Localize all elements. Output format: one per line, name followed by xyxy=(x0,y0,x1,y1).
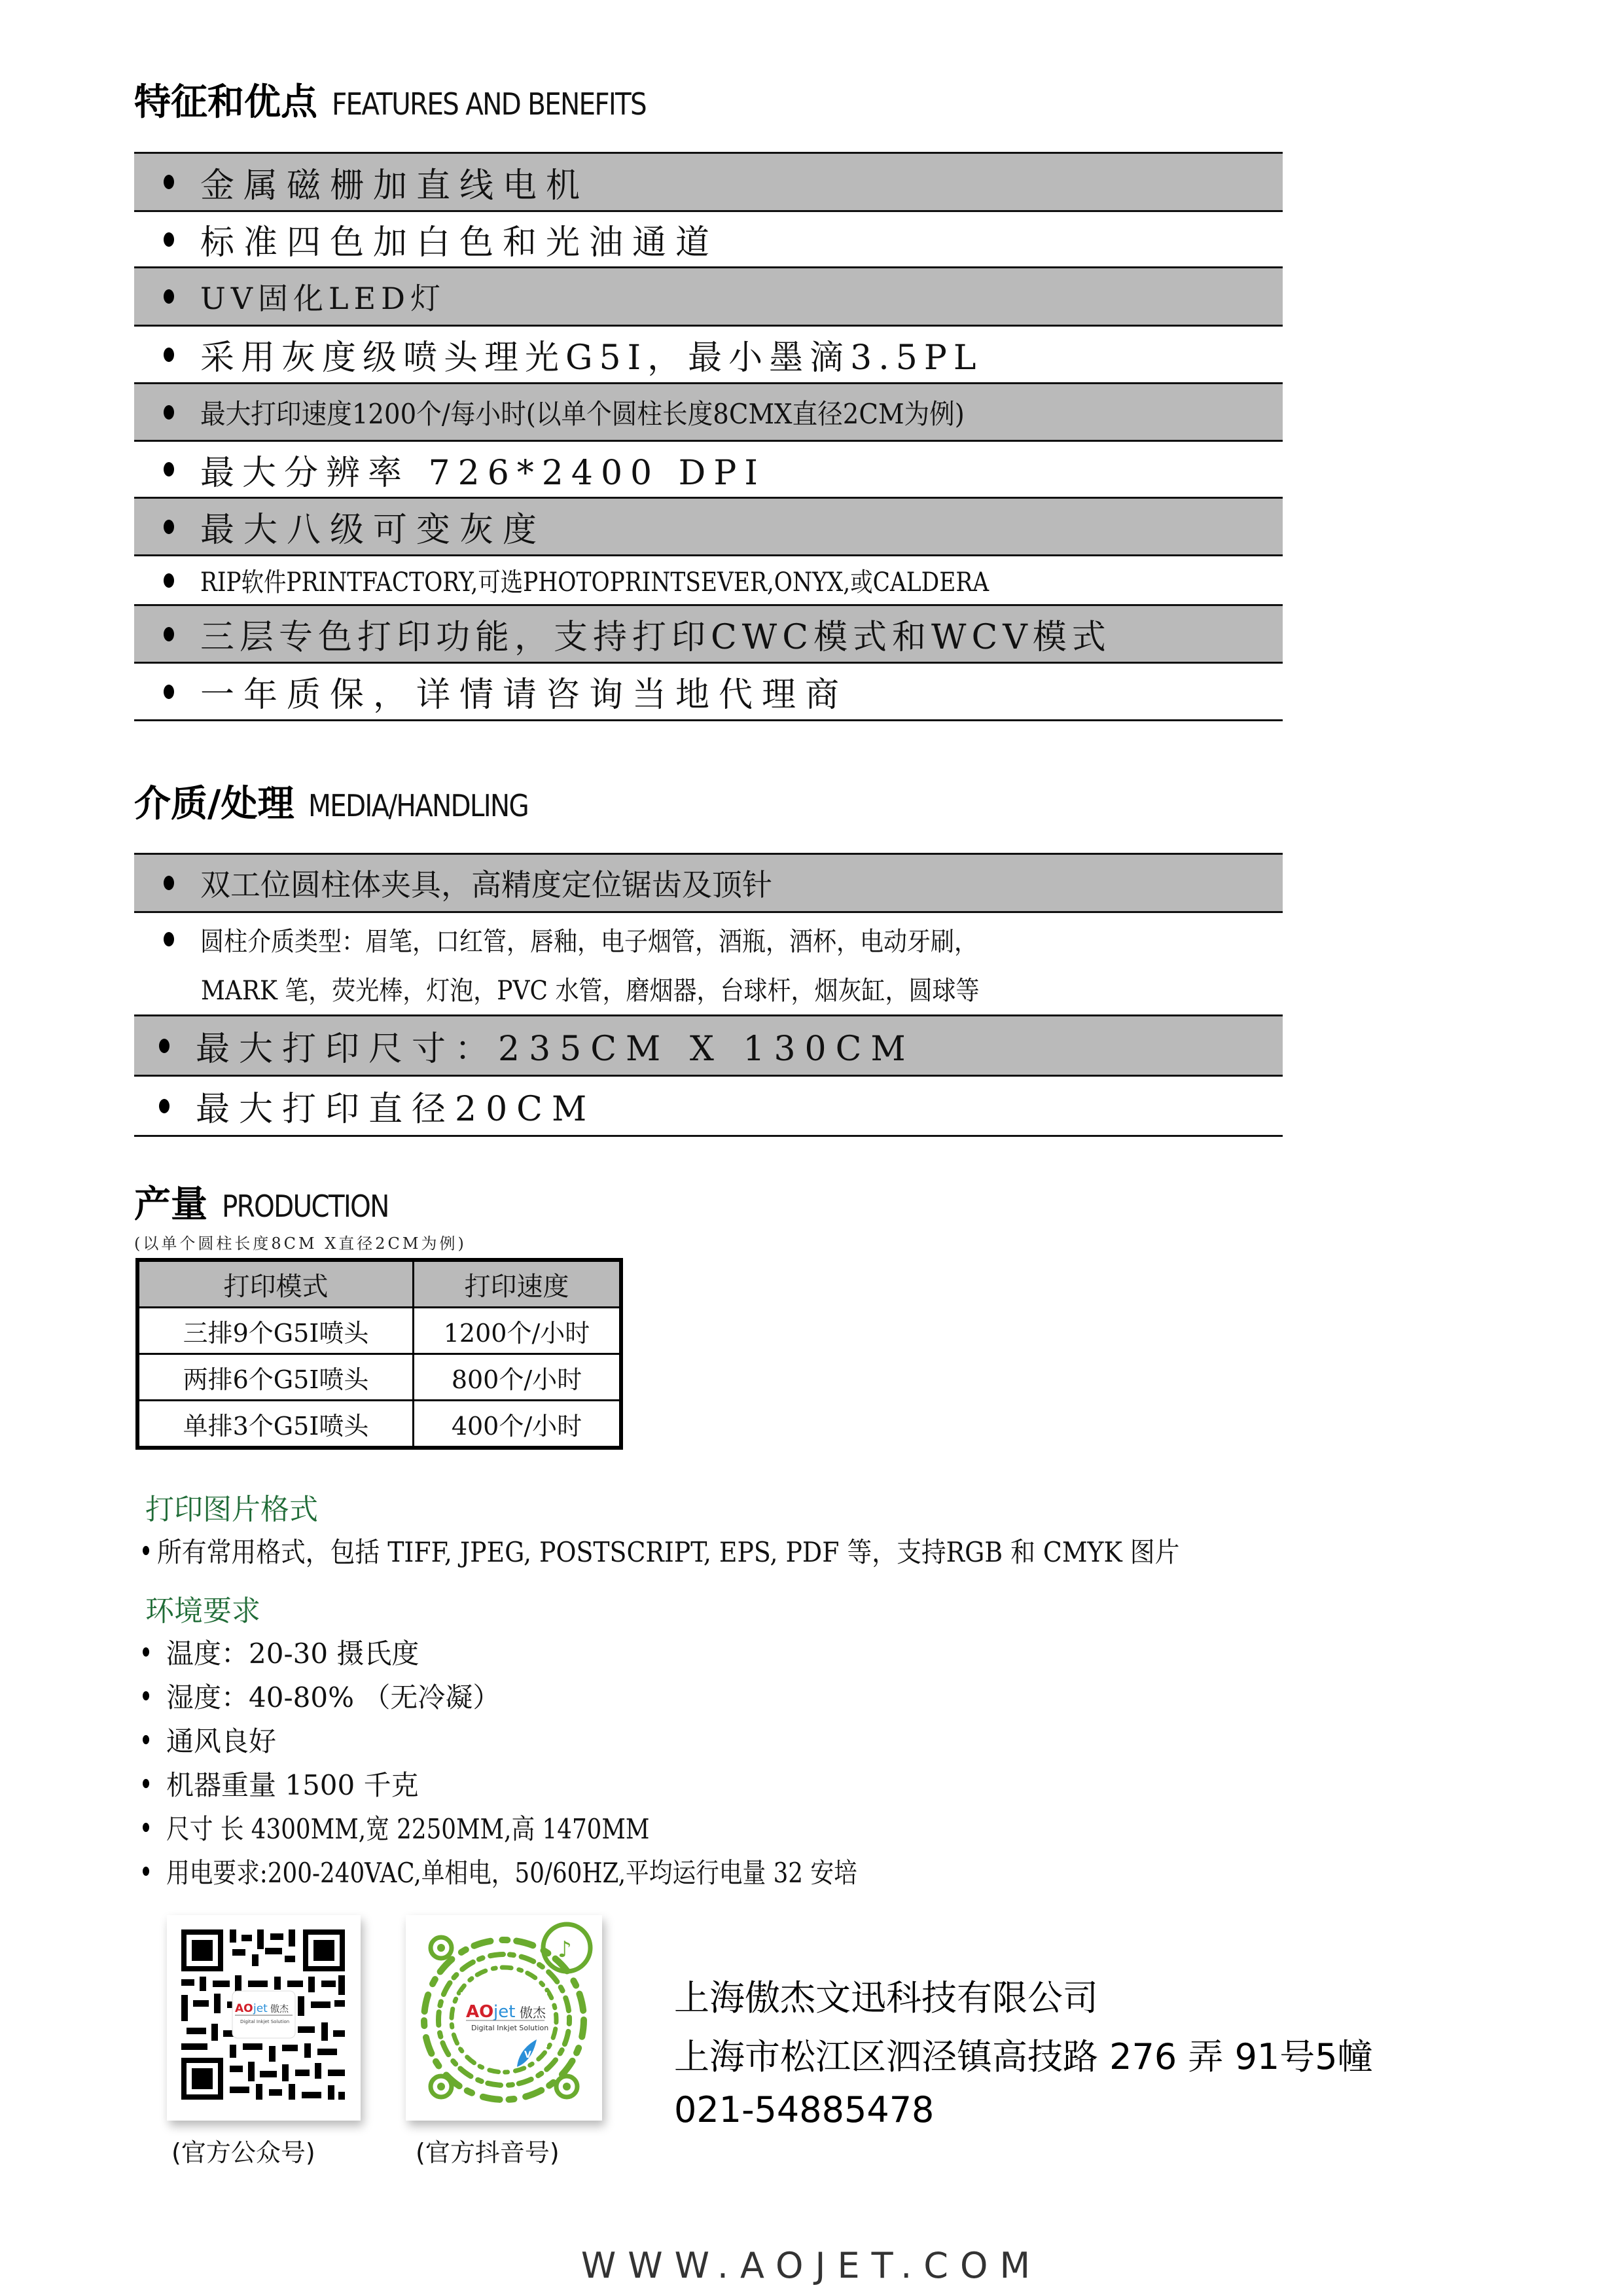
feature-text: UV固化LED灯 xyxy=(200,281,446,316)
bullet-icon xyxy=(143,1867,149,1876)
table-header-row xyxy=(137,1260,621,1308)
feature-text: 最大打印速度1200个/每小时(以单个圆柱长度8CMX直径2CM为例) xyxy=(200,397,965,430)
media-row xyxy=(134,913,1283,1016)
website-url[interactable]: WWW.AOJET.COM xyxy=(580,2245,1043,2286)
bullet-icon xyxy=(143,1735,149,1744)
table-row xyxy=(137,1308,621,1354)
media-text: 圆柱介质类型：眉笔，口红管，唇釉，电子烟管，酒瓶，酒杯，电动牙刷， xyxy=(200,926,978,957)
media-text: MARK 笔，荧光棒，灯泡，PVC 水管，磨烟器，台球杆，烟灰缸，圆球等 xyxy=(201,975,980,1006)
feature-row xyxy=(134,442,1283,499)
bullet-icon xyxy=(164,573,174,588)
table-cell-mode: 两排6个G5I喷头 xyxy=(137,1354,414,1401)
environment-text: 尺寸 长 4300MM,宽 2250MM,高 1470MM xyxy=(166,1812,650,1845)
list-item xyxy=(143,1717,979,1761)
list-item xyxy=(143,1761,979,1805)
wechat-qr-code xyxy=(167,1915,361,2121)
environment-text: 通风良好 xyxy=(166,1725,277,1757)
media-list xyxy=(134,853,1283,1137)
list-item xyxy=(143,1528,1293,1572)
bullet-icon xyxy=(143,1546,149,1555)
bullet-icon xyxy=(164,405,174,420)
features-section-title xyxy=(134,73,688,126)
svg-text:Digital Inkjet Solution: Digital Inkjet Solution xyxy=(471,2024,549,2032)
bullet-icon xyxy=(159,1039,169,1053)
media-title-zh: 介质/处理 xyxy=(134,783,294,825)
feature-row xyxy=(134,152,1283,212)
company-phone: 021-54885478 xyxy=(674,2089,935,2130)
list-item xyxy=(143,1630,979,1674)
environment-text: 温度：20-30 摄氏度 xyxy=(166,1637,419,1670)
bullet-icon xyxy=(164,627,174,641)
table-cell-speed: 400个/小时 xyxy=(414,1401,622,1448)
feature-row xyxy=(134,606,1283,664)
svg-text:♪: ♪ xyxy=(558,1937,572,1963)
features-list xyxy=(134,152,1283,721)
table-row xyxy=(137,1354,621,1401)
bullet-icon xyxy=(164,520,174,534)
production-table xyxy=(135,1258,623,1450)
environment-text: 机器重量 1500 千克 xyxy=(166,1768,419,1801)
svg-text:Digital Inkjet Solution: Digital Inkjet Solution xyxy=(240,2019,290,2024)
bullet-icon xyxy=(164,876,174,890)
table-cell-mode: 单排3个G5I喷头 xyxy=(137,1401,414,1448)
qr-code-icon xyxy=(167,1915,361,2121)
production-section-title xyxy=(134,1175,411,1228)
feature-text: 三层专色打印功能，支持打印CWC模式和WCV模式 xyxy=(200,618,1111,657)
environment-list xyxy=(143,1630,979,1893)
feature-row xyxy=(134,212,1283,268)
feature-text: 最大八级可变灰度 xyxy=(200,511,546,550)
company-address: 上海市松江区泗泾镇高技路 276 弄 91号5幢 xyxy=(674,2036,1373,2077)
environment-text: 湿度：40-80% （无冷凝） xyxy=(166,1681,501,1713)
column-header: 打印模式 xyxy=(137,1260,414,1308)
formats-text: 所有常用格式，包括 TIFF, JPEG, POSTSCRIPT, EPS, PDF 等，支持RGB 和 CMYK 图片 xyxy=(157,1535,1180,1568)
feature-text: 标准四色加白色和光油通道 xyxy=(200,223,719,262)
media-section-title xyxy=(134,775,558,827)
douyin-qr-label: (官方抖音号) xyxy=(416,2138,560,2167)
bullet-icon xyxy=(143,1647,149,1657)
feature-row xyxy=(134,664,1283,721)
media-text: 最大打印直径20CM xyxy=(196,1090,596,1129)
production-title-zh: 产量 xyxy=(134,1183,207,1226)
svg-text:AO: AO xyxy=(466,2002,494,2022)
bullet-icon xyxy=(164,932,174,946)
feature-row xyxy=(134,327,1283,384)
feature-text: 最大分辨率 726*2400 DPI xyxy=(200,453,766,493)
table-cell-speed: 1200个/小时 xyxy=(414,1308,622,1354)
svg-text:傲杰: 傲杰 xyxy=(270,2004,289,2015)
features-title-zh: 特征和优点 xyxy=(134,81,317,124)
media-text: 最大打印尺寸：235CM X 130CM xyxy=(196,1030,915,1069)
production-note: (以单个圆柱长度8CM X直径2CM为例) xyxy=(134,1234,467,1253)
column-header: 打印速度 xyxy=(414,1260,622,1308)
feature-row xyxy=(134,556,1283,606)
list-item xyxy=(143,1674,979,1717)
environment-heading: 环境要求 xyxy=(145,1594,260,1628)
bullet-icon xyxy=(164,462,174,476)
bullet-icon xyxy=(143,1779,149,1788)
media-line xyxy=(134,921,1064,958)
formats-list xyxy=(143,1528,1293,1572)
svg-text:V: V xyxy=(524,2050,531,2060)
douyin-code-icon xyxy=(406,1915,602,2121)
media-line xyxy=(201,970,1066,1007)
svg-text:jet: jet xyxy=(493,2002,516,2022)
table-cell-mode: 三排9个G5I喷头 xyxy=(137,1308,414,1354)
bullet-icon xyxy=(143,1691,149,1700)
bullet-icon xyxy=(164,685,174,699)
douyin-qr-code xyxy=(406,1915,602,2121)
media-title-en: MEDIA/HANDLING xyxy=(308,788,529,823)
formats-heading: 打印图片格式 xyxy=(145,1493,318,1526)
feature-text: RIP软件PRINTFACTORY,可选PHOTOPRINTSEVER,ONYX,或CALDERA xyxy=(200,567,990,598)
media-text: 双工位圆柱体夹具，高精度定位锯齿及顶针 xyxy=(200,867,772,903)
bullet-icon xyxy=(159,1099,169,1113)
features-title-en: FEATURES AND BENEFITS xyxy=(332,86,646,122)
svg-text:傲杰: 傲杰 xyxy=(520,2005,546,2020)
feature-row xyxy=(134,499,1283,556)
media-row xyxy=(134,1016,1283,1077)
media-row xyxy=(134,853,1283,913)
list-item xyxy=(143,1805,979,1849)
media-row xyxy=(134,1077,1283,1137)
company-name: 上海傲杰文迅科技有限公司 xyxy=(674,1977,1098,2018)
feature-text: 一年质保，详情请咨询当地代理商 xyxy=(200,675,849,715)
feature-row xyxy=(134,384,1283,442)
feature-text: 金属磁栅加直线电机 xyxy=(200,166,590,206)
table-cell-speed: 800个/小时 xyxy=(414,1354,622,1401)
svg-text:AO: AO xyxy=(235,2002,253,2015)
production-title-en: PRODUCTION xyxy=(222,1189,389,1224)
bullet-icon xyxy=(164,348,174,362)
bullet-icon xyxy=(164,232,174,247)
wechat-qr-label: (官方公众号) xyxy=(171,2138,315,2167)
svg-text:jet: jet xyxy=(253,2002,268,2015)
environment-text: 用电要求:200-240VAC,单相电，50/60HZ,平均运行电量 32 安培 xyxy=(166,1856,857,1889)
bullet-icon xyxy=(164,289,174,304)
feature-text: 采用灰度级喷头理光G5I，最小墨滴3.5PL xyxy=(200,338,983,378)
feature-row xyxy=(134,268,1283,327)
list-item xyxy=(143,1849,979,1893)
bullet-icon xyxy=(164,175,174,189)
bullet-icon xyxy=(143,1823,149,1832)
table-row xyxy=(137,1401,621,1448)
